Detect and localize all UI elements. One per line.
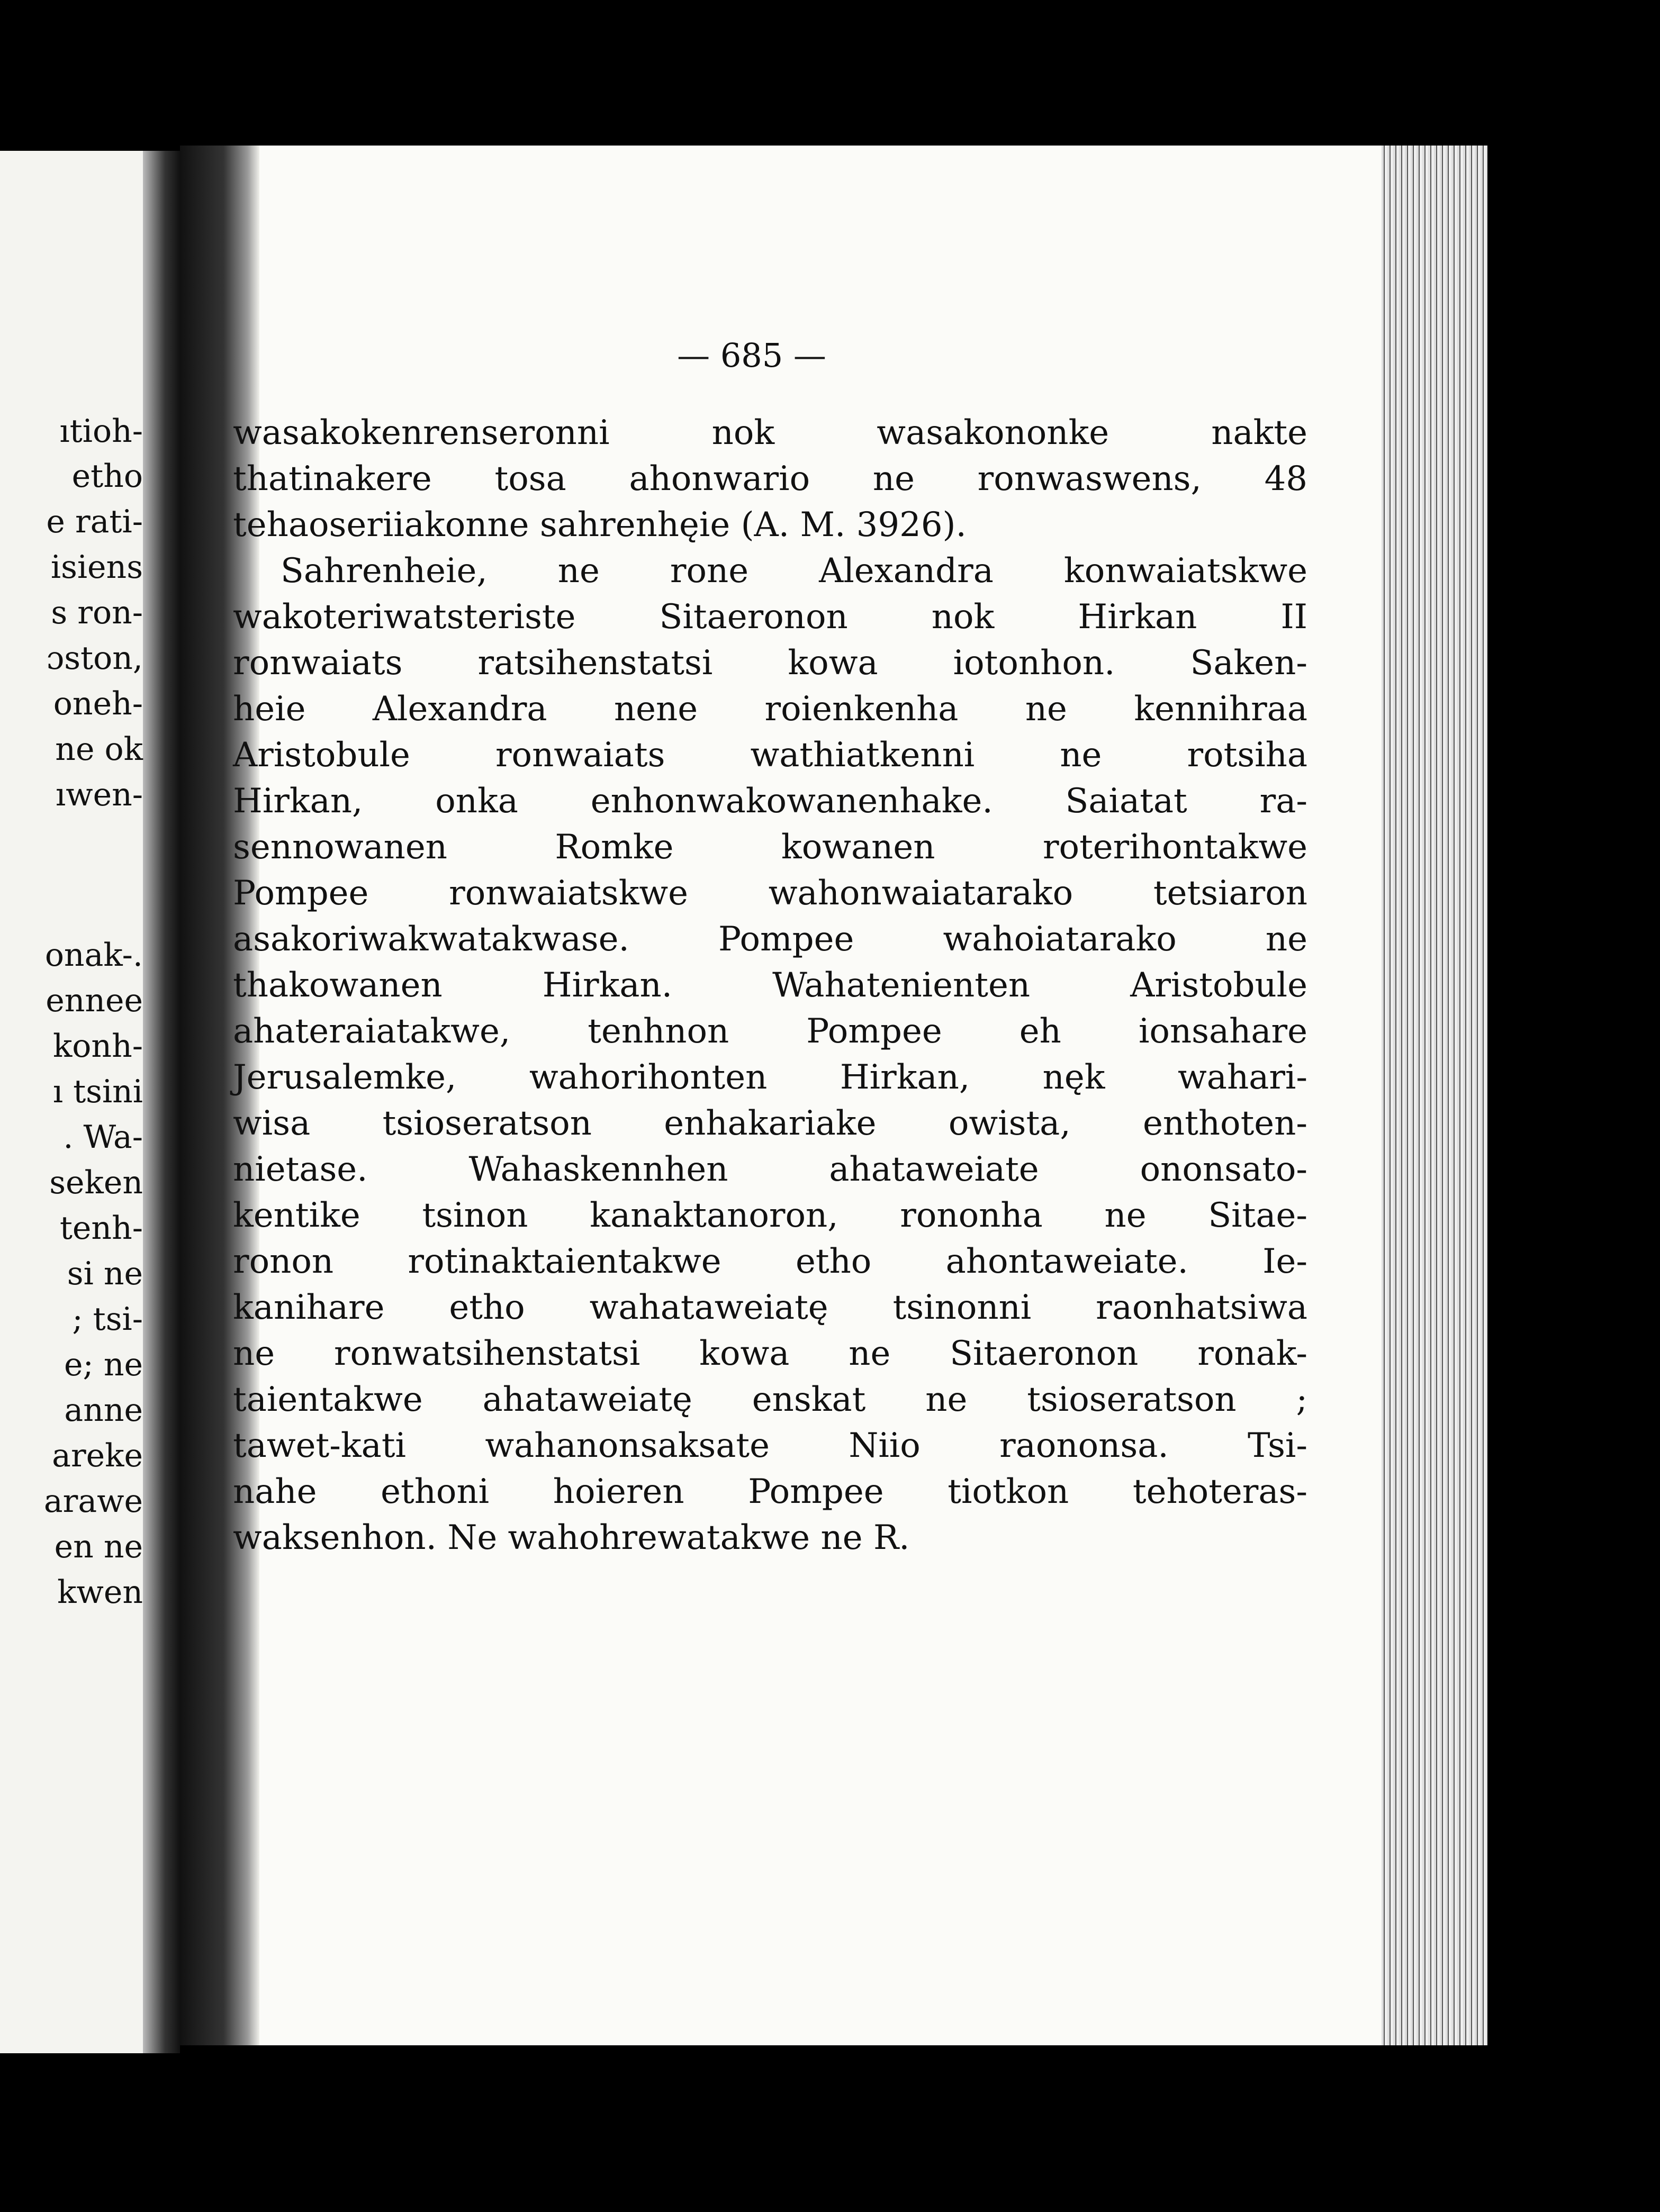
text-line: kentike tsinon kanaktanoron, rononha ne Sitae- [233,1196,1307,1235]
text-line: ne ronwatsihenstatsi kowa ne Sitaeronon ronak- [233,1334,1307,1373]
left-page-text: ; tsi- [72,1301,143,1338]
left-page-text: e; ne [64,1346,143,1383]
left-page-text: en ne [54,1528,143,1565]
text-line: waksenhon. Ne wahohrewatakwe ne R. [233,1518,910,1557]
text-line: Jerusalemke, wahorihonten Hirkan, nęk wahari- [233,1058,1307,1097]
left-page-text: areke [52,1437,143,1474]
text-line: kanihare etho wahataweiatę tsinonni raonhatsiwa [233,1288,1307,1327]
left-page-text: si ne [67,1255,143,1292]
text-line: wakoteriwatsteriste Sitaeronon nok Hirkan II [233,597,1307,637]
left-page-text: tenh- [59,1210,143,1247]
left-page-text: ɔston, [46,640,143,677]
page-edges [1382,146,1487,2045]
left-page-text: . Wa- [63,1119,143,1156]
left-page-text: onak-. [44,937,143,974]
text-line: thatinakere tosa ahonwario ne ronwaswens, 48 [233,459,1307,498]
left-page-text: ıtioh- [59,413,143,450]
left-page-text: ıwen- [56,776,143,813]
text-line: heie Alexandra nene roienkenha ne kennihraa [233,690,1307,729]
text-line: nahe ethoni hoieren Pompee tiotkon tehoteras- [233,1472,1307,1511]
left-page-text: etho [71,458,143,495]
left-page-text: isiens [50,549,143,586]
text-line: tawet-kati wahanonsaksate Niio raononsa. Tsi- [233,1426,1307,1465]
left-page-text: oneh- [53,685,143,722]
text-line: nietase. Wahaskennhen ahataweiate ononsato- [233,1150,1307,1189]
left-page-text: ennee [46,982,143,1019]
text-line: ahateraiatakwe, tenhnon Pompee eh ionsahare [233,1012,1307,1051]
text-line: wisa tsioseratson enhakariake owista, enthoten- [233,1104,1307,1143]
left-page-text: s ron- [51,594,143,631]
left-page-fragment [0,151,180,2053]
left-page-gutter [143,151,180,2053]
text-line: ronon rotinaktaientakwe etho ahontaweiate. Ie- [233,1242,1307,1281]
text-line: wasakokenrenseronni nok wasakononke nakte [233,413,1307,452]
left-page-text: anne [64,1392,143,1429]
left-page-text: ı tsini [52,1073,143,1110]
text-line: Sahrenheie, ne rone Alexandra konwaiatskwe [281,551,1307,591]
left-page-text: konh- [52,1028,143,1065]
page-number: — 685 — [677,336,826,375]
left-page-text: seken [49,1164,143,1201]
text-line: tehaoseriiakonne sahrenhęie (A. M. 3926). [233,505,967,545]
text-line: Pompee ronwaiatskwe wahonwaiatarako tetsiaron [233,874,1307,913]
left-page-text: e rati- [46,503,143,540]
body-text [233,410,1307,1561]
text-line: Aristobule ronwaiats wathiatkenni ne rotsiha [233,736,1307,775]
text-line: asakoriwakwatakwase. Pompee wahoiatarako ne [233,920,1307,959]
left-page-text: kwen [57,1574,143,1611]
left-page-text: arawe [43,1483,143,1520]
text-line: Hirkan, onka enhonwakowanenhake. Saiatat ra- [233,782,1307,821]
text-line: thakowanen Hirkan. Wahatenienten Aristobule [233,966,1307,1005]
text-line: ronwaiats ratsihenstatsi kowa iotonhon. Saken- [233,643,1307,683]
left-page-text: ne ok [55,731,143,768]
book-page [180,146,1487,2045]
text-line: taientakwe ahataweiatę enskat ne tsioseratson ; [233,1380,1307,1419]
text-line: sennowanen Romke kowanen roterihontakwe [233,828,1307,867]
